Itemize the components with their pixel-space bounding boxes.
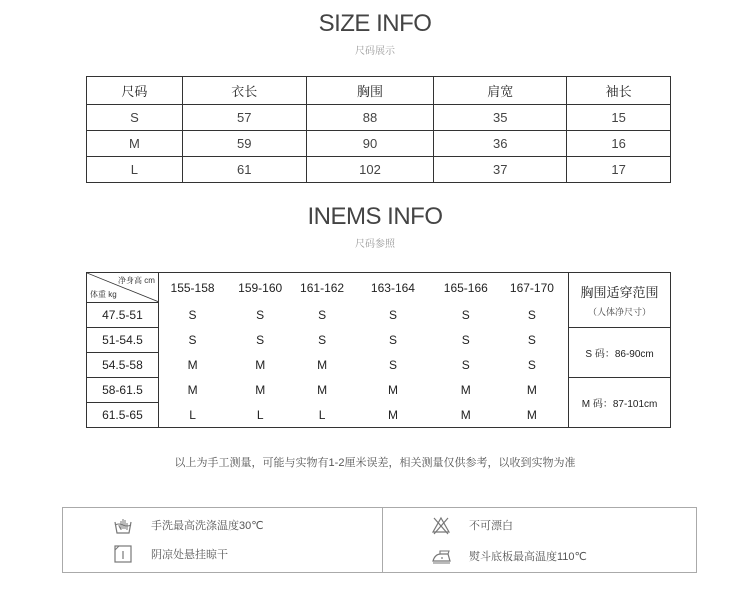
size-value-cell: S xyxy=(188,308,197,322)
fit-range-s: S 码：86-90cm xyxy=(569,328,671,378)
size-value-cell: S xyxy=(527,358,536,372)
size-table-row xyxy=(87,157,671,183)
size-value-cell: S xyxy=(461,308,470,322)
size-value-cell: M xyxy=(387,383,398,397)
size-cell: 61 xyxy=(182,157,306,183)
care-divider xyxy=(382,508,383,572)
size-header-cell: 袖长 xyxy=(567,77,671,105)
size-value-cell: L xyxy=(226,403,294,428)
size-value-cell: S xyxy=(318,308,327,322)
size-header-cell: 肩宽 xyxy=(434,77,567,105)
shade-dry-icon xyxy=(113,544,133,564)
size-table xyxy=(86,76,671,183)
size-cell: 16 xyxy=(567,131,671,157)
height-header-cell: 167-170 xyxy=(496,273,569,303)
size-cell: 15 xyxy=(567,105,671,131)
iron-label: 熨斗底板最高温度110℃ xyxy=(469,551,587,563)
size-value-cell: S xyxy=(461,358,470,372)
no-bleach-label: 不可漂白 xyxy=(469,520,513,532)
measurement-note: 以上为手工测量，可能与实物有1-2厘米误差，相关测量仅供参考，以收到实物为准 xyxy=(174,457,576,469)
care-shade-dry xyxy=(113,544,228,564)
size-value-cell: S xyxy=(188,333,197,347)
height-header-cell: 155-158 xyxy=(158,273,226,303)
size-value-cell: M xyxy=(496,403,569,428)
size-value-cell: M xyxy=(187,358,198,372)
size-value-cell: S xyxy=(461,333,470,347)
size-header-cell: 衣长 xyxy=(182,77,306,105)
care-hand-wash xyxy=(113,515,264,535)
size-table-header xyxy=(87,77,671,105)
size-value-cell: S xyxy=(527,308,536,322)
fit-range-header xyxy=(569,273,671,328)
weight-cell: 61.5-65 xyxy=(87,403,159,428)
corner-cell xyxy=(87,273,159,303)
height-header-cell: 165-166 xyxy=(436,273,496,303)
size-value-cell: M xyxy=(350,403,436,428)
size-value-cell: M xyxy=(460,383,471,397)
corner-height-label: 净身高 cm xyxy=(117,276,155,285)
size-value-cell: S xyxy=(256,308,265,322)
size-value-cell: L xyxy=(294,403,350,428)
size-value-cell: S xyxy=(527,333,536,347)
size-cell: 17 xyxy=(567,157,671,183)
size-header-cell: 尺码 xyxy=(87,77,183,105)
size-cell: 59 xyxy=(182,131,306,157)
height-header-cell: 159-160 xyxy=(226,273,294,303)
size-info-subtitle: 尺码展示 xyxy=(355,46,395,57)
size-value-cell: M xyxy=(255,383,266,397)
care-iron xyxy=(431,546,587,566)
size-value-cell: M xyxy=(317,358,328,372)
iron-icon xyxy=(431,546,451,566)
size-value-cell: M xyxy=(187,383,198,397)
inems-info-subtitle: 尺码参照 xyxy=(355,239,395,250)
corner-weight-label: 体重 kg xyxy=(90,290,117,299)
inems-row xyxy=(87,378,671,403)
height-header-cell: 161-162 xyxy=(294,273,350,303)
inems-info-title: INEMS INFO xyxy=(307,203,443,230)
size-cell: 90 xyxy=(306,131,434,157)
size-header-cell: 胸围 xyxy=(306,77,434,105)
size-cell: 37 xyxy=(434,157,567,183)
weight-cell: 47.5-51 xyxy=(87,303,159,328)
size-cell: 88 xyxy=(306,105,434,131)
size-value-cell: S xyxy=(388,333,397,347)
weight-cell: 58-61.5 xyxy=(87,378,159,403)
size-value-cell: M xyxy=(317,383,328,397)
inems-row xyxy=(87,328,671,353)
size-value-cell: S xyxy=(388,358,397,372)
inems-header-row xyxy=(87,273,671,303)
size-value-cell: S xyxy=(388,308,397,322)
hand-wash-label: 手洗最高洗涤温度30℃ xyxy=(151,520,264,532)
no-bleach-icon xyxy=(431,515,451,535)
care-no-bleach xyxy=(431,515,513,535)
weight-cell: 54.5-58 xyxy=(87,353,159,378)
size-value-cell: M xyxy=(526,383,537,397)
care-instructions xyxy=(62,507,697,573)
size-value-cell: M xyxy=(255,358,266,372)
size-value-cell: L xyxy=(158,403,226,428)
size-info-title: SIZE INFO xyxy=(318,10,432,37)
size-cell: 57 xyxy=(182,105,306,131)
hand-wash-icon xyxy=(113,515,133,535)
size-cell: M xyxy=(87,131,183,157)
size-value-cell: S xyxy=(318,333,327,347)
size-value-cell: M xyxy=(436,403,496,428)
weight-cell: 51-54.5 xyxy=(87,328,159,353)
fit-range-m: M 码：87-101cm xyxy=(569,378,671,428)
size-cell: L xyxy=(87,157,183,183)
size-cell: 102 xyxy=(306,157,434,183)
shade-dry-label: 阴凉处悬挂晾干 xyxy=(151,549,228,561)
inems-table xyxy=(86,272,671,428)
fit-range-subtitle: （人体净尺寸） xyxy=(588,307,652,317)
size-cell: 36 xyxy=(434,131,567,157)
size-cell: 35 xyxy=(434,105,567,131)
size-table-row xyxy=(87,105,671,131)
fit-range-title: 胸围适穿范围 xyxy=(580,285,659,300)
height-header-cell: 163-164 xyxy=(350,273,436,303)
size-value-cell: S xyxy=(256,333,265,347)
size-cell: S xyxy=(87,105,183,131)
size-table-row xyxy=(87,131,671,157)
